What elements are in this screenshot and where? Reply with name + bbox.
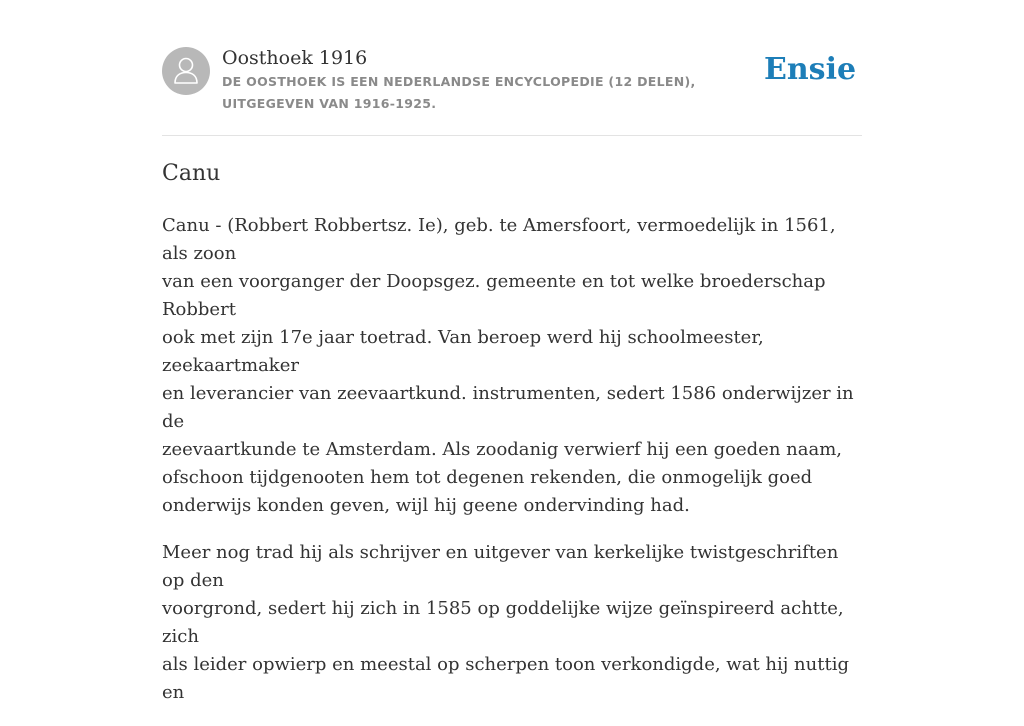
entry-title: Canu xyxy=(162,161,221,186)
header-divider xyxy=(162,135,862,136)
source-title[interactable]: Oosthoek 1916 xyxy=(222,47,368,69)
user-icon xyxy=(162,47,210,95)
entry-paragraph: Meer nog trad hij als schrijver en uitgever van kerkelijke twistgeschriften op den voorgrond, sedert hij zich in 1585 op goddelijke wijze geïnspireerd achtte, zich als leider opwierp en meestal op scherpen toon verkondigde, wat hij nuttig en xyxy=(162,542,849,703)
source-header xyxy=(162,46,862,116)
source-description: DE OOSTHOEK IS EEN NEDERLANDSE ENCYCLOPEDIE (12 DELEN), UITGEGEVEN VAN 1916-1925. xyxy=(222,74,696,111)
entry-content xyxy=(162,212,862,726)
ensie-logo[interactable]: Ensie xyxy=(764,52,857,87)
entry-paragraph: Canu - (Robbert Robbertsz. Ie), geb. te Amersfoort, vermoedelijk in 1561, als zoon van een voorganger der Doopsgez. gemeente en tot welke broederschap Robbert ook met zijn 17e jaar toetrad. Van beroep werd hij schoolmeester, zeekaartmaker en leverancier van zeevaartkund. instrumenten, sedert 1586 onderwijzer in de zeevaartkunde te Amsterdam. Als zoodanig verwierf hij een goeden naam, ofschoon tijdgenooten hem tot degenen rekenden, die onmogelijk goed onderwijs konden geven, wijl hij geene ondervinding had. xyxy=(162,215,854,516)
avatar[interactable] xyxy=(162,47,210,95)
